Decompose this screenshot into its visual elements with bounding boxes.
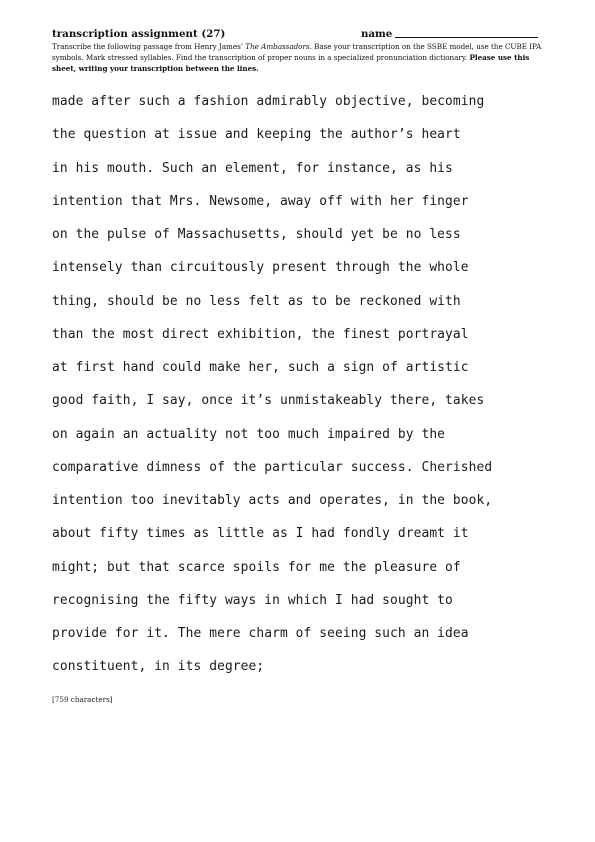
passage <box>52 90 547 689</box>
work-title: The Ambassadors <box>245 42 310 51</box>
passage-line: constituent, in its degree; <box>52 659 265 675</box>
passage-line: the question at issue and keeping the author’s heart <box>52 127 461 143</box>
passage-line: at first hand could make her, such a sign of artistic <box>52 360 469 375</box>
character-count: [759 characters] <box>52 695 113 704</box>
name-label: name <box>361 28 393 40</box>
passage-line: made after such a fashion admirably objective, becoming <box>52 94 485 109</box>
passage-line: in his mouth. Such an element, for instance, as his <box>52 160 453 176</box>
title-row <box>52 28 543 41</box>
passage-line: provide for it. The mere charm of seeing such an idea <box>52 626 469 641</box>
passage-line: on again an actuality not too much impaired by the <box>52 426 446 442</box>
passage-line: intention too inevitably acts and operates, in the book, <box>52 493 493 508</box>
passage-line: comparative dimness of the particular success. Cherished <box>52 459 493 475</box>
instructions-text-1: Transcribe the following passage from Henry James’ <box>52 42 246 51</box>
passage-line: good faith, I say, once it’s unmistakeably there, takes <box>52 393 485 409</box>
assignment-header <box>52 28 543 74</box>
passage-line: on the pulse of Massachusetts, should yet be no less <box>52 227 461 242</box>
instructions <box>52 41 543 74</box>
passage-line: intention that Mrs. Newsome, away off with her finger <box>52 193 469 209</box>
assignment-title: transcription assignment (27) <box>52 28 226 40</box>
passage-line: than the most direct exhibition, the finest portrayal <box>52 326 469 342</box>
passage-line: thing, should be no less felt as to be reckoned with <box>52 293 461 309</box>
passage-line: might; but that scarce spoils for me the pleasure of <box>52 559 461 575</box>
instructions-text-2: . Base your transcription on the SSBE model, use the CUBE IPA symbols. Mark stressed syllables. Find the transcription of proper nouns in a specialized pronunciation dictionary. <box>52 42 542 63</box>
passage-line: recognising the fifty ways in which I had sought to <box>52 592 453 608</box>
passage-line: about fifty times as little as I had fondly dreamt it <box>52 526 469 542</box>
name-blank-line <box>395 37 538 38</box>
instructions-emphasis: Please use this sheet, writing your transcription between the lines. <box>52 53 530 74</box>
passage-line: intensely than circuitously present through the whole <box>52 260 469 276</box>
